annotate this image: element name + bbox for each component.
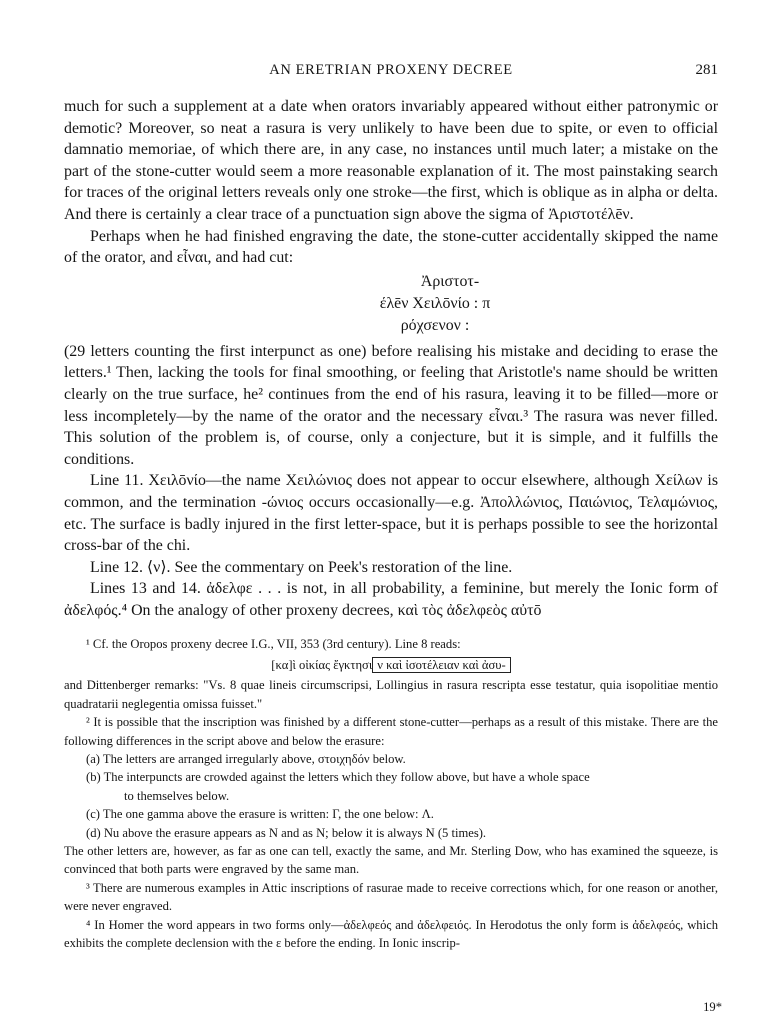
footnote-1-quote (64, 656, 718, 674)
greek-line-3: ρόχσενον : (400, 316, 470, 334)
paragraph-2: Perhaps when he had finished engraving the date, the stone-cutter accidentally skipped the name of the orator, and εἶναι, and had cut: (64, 227, 718, 267)
footnote-1: ¹ Cf. the Oropos proxeny decree I.G., VII, 353 (3rd century). Line 8 reads: (86, 637, 461, 652)
greek-line-2: έλēν Χειλōνίο : π (379, 294, 491, 312)
paragraph-line-12: Line 12. ⟨ν⟩. See the commentary on Peek's restoration of the line. (90, 558, 513, 576)
paragraph-3: (29 letters counting the first interpunct as one) before realising his mistake and deciding to erase the letters.¹ Then, lacking the tools for final smoothing, or feeling that Aristotle's name should be written clearly on the true surface, he² continues from the end of his rasura, leaving it to be filled—more or less incompletely—by the name of the orator and the necessary εἶναι.³ The rasura was never filled. This solution of the problem is, of course, only a conjecture, but it is simple, and it fulfills the conditions. (64, 342, 718, 468)
footnote-1-cont: and Dittenberger remarks: "Vs. 8 quae lineis circumscripsi, Lollingius in rasura rescripta esse testatur, quia isopolitiae mentio quadratarii neglegentia omissa fuisset." (64, 678, 718, 711)
footnote-2-item-c: (c) The one gamma above the erasure is written: Γ, the one below: Λ. (86, 807, 434, 822)
footnotes (64, 635, 718, 952)
paragraph-line-11: Line 11. Χειλōνίο—the name Χειλώνιος does not appear to occur elsewhere, although Χείλων is common, and the termination -ώνιος occurs occasionally—e.g. Ἀπολλώνιος, Παιώνιος, Τελαμώνιος, etc. The surface is badly injured in the first letter-space, but it is perhaps possible to see the horizontal cross-bar of the chi. (64, 472, 718, 555)
quote-boxed: ν καὶ ἰσοτέλειαν καὶ ἀσυ- (372, 657, 510, 673)
page (64, 58, 718, 952)
running-title: AN ERETRIAN PROXENY DECREE (269, 62, 513, 78)
greek-inscription-block (64, 271, 718, 337)
main-text (64, 96, 718, 621)
footnote-2-item-a: (a) The letters are arranged irregularly above, στοιχηδόν below. (86, 751, 406, 766)
greek-line-1: Ἀριστοτ- (420, 272, 480, 290)
footnote-2-item-b-cont: to themselves below. (124, 788, 230, 803)
signature-mark: 19* (703, 1000, 722, 1014)
footnote-3: ³ There are numerous examples in Attic inscriptions of rasurae made to receive corrections which, for one reason or another, were never engraved. (64, 880, 718, 914)
footnote-2-item-d: (d) Nu above the erasure appears as N and as N; below it is always N (5 times). (86, 825, 487, 840)
footnote-4: ⁴ In Homer the word appears in two forms only—ἀδελφεός and ἀδελφειός. In Herodotus the only form is ἀδελφεός, which exhibits the complete declension with the ε before the ending. In Ionic inscrip- (64, 917, 718, 950)
footnote-2: ² It is possible that the inscription was finished by a different stone-cutter—perhaps as a result of this mistake. There are the following differences in the script above and below the erasure: (64, 715, 718, 748)
footnote-2-end: The other letters are, however, as far as one can tell, exactly the same, and Mr. Sterling Dow, who has examined the squeeze, is convinced that both parts were engraved by the same man. (64, 843, 718, 877)
page-number: 281 (695, 62, 718, 78)
footnote-2-item-b: (b) The interpuncts are crowded against the letters which they follow above, but have a whole space (86, 770, 590, 785)
running-header (64, 58, 718, 82)
quote-left: [κα]ὶ οἰκίας ἔγκτησι (271, 657, 373, 672)
paragraph-lines-13-14: Lines 13 and 14. ἀδελφε . . . is not, in all probability, a feminine, but merely the Ionic form of ἀδελφός.⁴ On the analogy of other proxeny decrees, καὶ τὸς ἀδελφεὸς αὐτō (64, 580, 718, 619)
paragraph-1: much for such a supplement at a date when orators invariably appeared without either patronymic or demotic? Moreover, so neat a rasura is very unlikely to have been due to spite, or even to official damnatio memoriae, of which there are, in any case, no instances until much later; a mistake on the part of the stone-cutter would seem a more reasonable explanation of it. The most painstaking search for traces of the original letters reveals only one stroke—the first, which is oblique as in alpha or delta. And there is certainly a clear trace of a punctuation sign above the sigma of Ἀριστοτέλēν. (64, 98, 718, 223)
